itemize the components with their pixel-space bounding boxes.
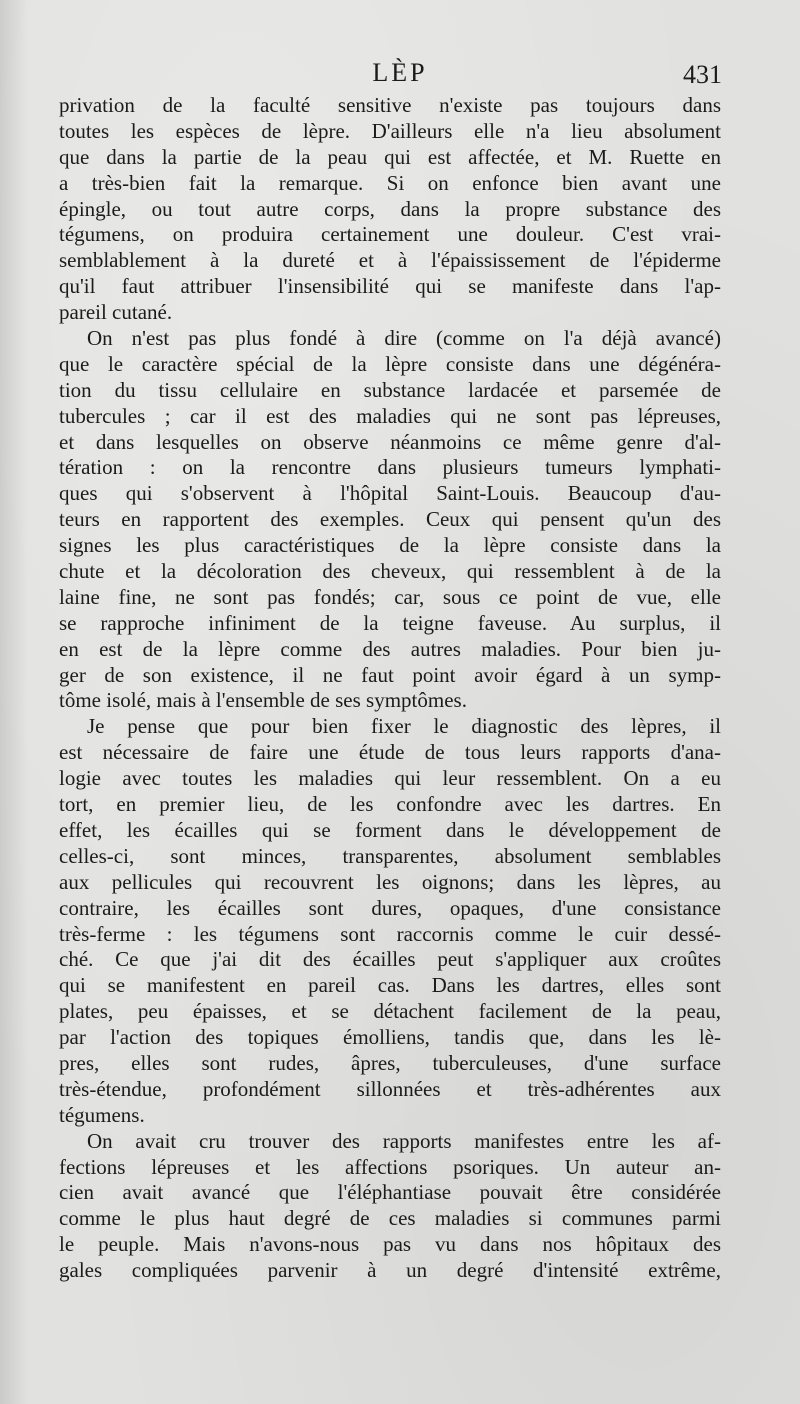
- text-line: pres, elles sont rudes, âpres, tuberculeuses, d'une surface: [59, 1050, 721, 1075]
- text-line: celles-ci, sont minces, transparentes, absolument semblables: [59, 843, 721, 868]
- text-line: tération : on la rencontre dans plusieurs tumeurs lymphati-: [59, 455, 721, 480]
- page-header: [0, 58, 800, 92]
- text-line: semblablement à la dureté et à l'épaississement de l'épiderme: [59, 248, 721, 273]
- text-line: On n'est pas plus fondé à dire (comme on l'a déjà avancé): [87, 326, 721, 351]
- text-line: teurs en rapportent des exemples. Ceux qui pensent qu'un des: [59, 507, 721, 532]
- text-line: aux pellicules qui recouvrent les oignons; dans les lèpres, au: [59, 869, 721, 894]
- text-line: tion du tissu cellulaire en substance lardacée et parsemée de: [59, 377, 721, 402]
- text-line: ché. Ce que j'ai dit des écailles peut s'appliquer aux croûtes: [59, 947, 721, 972]
- text-line: contraire, les écailles sont dures, opaques, d'une consistance: [59, 895, 721, 920]
- text-line: plates, peu épaisses, et se détachent facilement de la peau,: [59, 999, 721, 1024]
- text-line: pareil cutané.: [59, 300, 173, 325]
- text-line: se rapproche infiniment de la teigne faveuse. Au surplus, il: [59, 610, 721, 635]
- text-line: gales compliquées parvenir à un degré d'intensité extrême,: [59, 1258, 721, 1283]
- text-line: et dans lesquelles on observe néanmoins ce même genre d'al-: [59, 429, 721, 454]
- text-line: épingle, ou tout autre corps, dans la propre substance des: [59, 196, 721, 221]
- text-line: privation de la faculté sensitive n'existe pas toujours dans: [59, 93, 721, 117]
- text-line: tôme isolé, mais à l'ensemble de ses symptômes.: [59, 688, 467, 713]
- text-line: effet, les écailles qui se forment dans le développement de: [59, 817, 721, 842]
- text-line: ger de son existence, il ne faut point avoir égard à un symp-: [59, 662, 721, 687]
- text-line: signes les plus caractéristiques de la lèpre consiste dans la: [59, 533, 721, 558]
- text-line: par l'action des topiques émolliens, tandis que, dans les lè-: [59, 1025, 721, 1050]
- text-line: est nécessaire de faire une étude de tous leurs rapports d'ana-: [59, 740, 721, 765]
- text-line: que le caractère spécial de la lèpre consiste dans une dégénéra-: [59, 351, 721, 376]
- text-line: toutes les espèces de lèpre. D'ailleurs elle n'a lieu absolument: [59, 118, 721, 143]
- running-head: LÈP: [372, 58, 428, 87]
- text-line: que dans la partie de la peau qui est affectée, et M. Ruette en: [59, 144, 721, 169]
- text-line: cien avait avancé que l'éléphantiase pouvait être considérée: [59, 1180, 721, 1205]
- text-line: ques qui s'observent à l'hôpital Saint-Louis. Beaucoup d'au-: [59, 481, 721, 506]
- text-line: logie avec toutes les maladies qui leur ressemblent. On a eu: [59, 766, 721, 791]
- page-number: 431: [683, 60, 722, 89]
- text-line: qu'il faut attribuer l'insensibilité qui se manifeste dans l'ap-: [59, 274, 721, 299]
- text-line: très-étendue, profondément sillonnées et très-adhérentes aux: [59, 1076, 721, 1101]
- text-line: en est de la lèpre comme des autres maladies. Pour bien ju-: [59, 636, 721, 661]
- text-line: tégumens.: [59, 1102, 145, 1127]
- text-line: comme le plus haut degré de ces maladies si communes parmi: [59, 1206, 721, 1231]
- text-line: fections lépreuses et les affections psoriques. Un auteur an-: [59, 1154, 721, 1179]
- text-line: laine fine, ne sont pas fondés; car, sous ce point de vue, elle: [59, 584, 721, 609]
- text-line: tort, en premier lieu, de les confondre avec les dartres. En: [59, 792, 721, 817]
- text-line: a très-bien fait la remarque. Si on enfonce bien avant une: [59, 170, 721, 195]
- text-line: tubercules ; car il est des maladies qui ne sont pas lépreuses,: [59, 403, 721, 428]
- text-line: Je pense que pour bien fixer le diagnostic des lèpres, il: [87, 714, 721, 739]
- text-line: tégumens, on produira certainement une douleur. C'est vrai-: [59, 222, 721, 247]
- body-text: [59, 93, 721, 1284]
- text-line: très-ferme : les tégumens sont raccornis comme le cuir dessé-: [59, 921, 721, 946]
- text-line: On avait cru trouver des rapports manifestes entre les af-: [87, 1128, 721, 1153]
- text-line: le peuple. Mais n'avons-nous pas vu dans nos hôpitaux des: [59, 1232, 721, 1257]
- text-line: qui se manifestent en pareil cas. Dans les dartres, elles sont: [59, 973, 721, 998]
- text-line: chute et la décoloration des cheveux, qui ressemblent à de la: [59, 559, 721, 584]
